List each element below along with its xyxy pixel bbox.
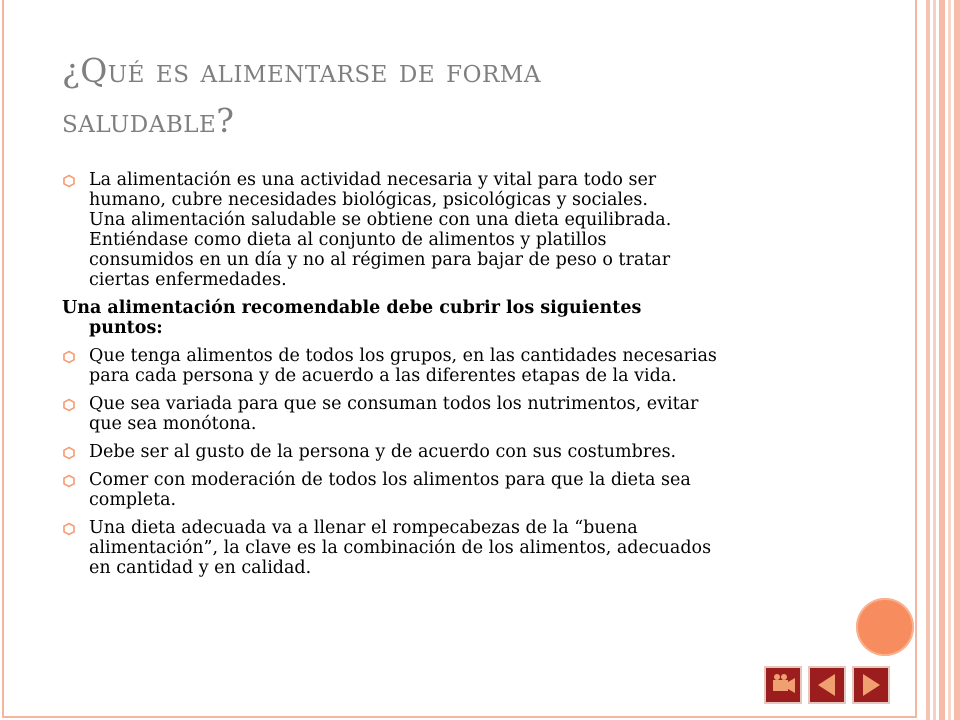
previous-button[interactable]: [808, 666, 846, 704]
movie-button[interactable]: [764, 666, 802, 704]
text-line: completa.: [89, 490, 177, 510]
list-item: [62, 518, 832, 578]
text-line: Entiéndase como dieta al conjunto de alimentos y platillos: [89, 230, 607, 250]
stripe: [939, 0, 945, 720]
list-item: [62, 346, 832, 386]
decorative-circle: [856, 598, 914, 656]
list-item: [62, 394, 832, 434]
list-item: [62, 470, 832, 510]
text-line: Debe ser al gusto de la persona y de acuerdo con sus costumbres.: [89, 442, 677, 462]
title-line-2: saludable?: [62, 101, 235, 140]
text-line: Comer con moderación de todos los alimentos para que la dieta sea: [89, 470, 691, 490]
list-item: [62, 170, 832, 290]
movie-icon: [766, 668, 800, 702]
previous-icon: [810, 668, 844, 702]
text-line: que sea monótona.: [89, 414, 257, 434]
hexagon-outline-icon: [62, 349, 76, 369]
stripe: [948, 0, 951, 720]
right-stripes: [917, 0, 960, 720]
hexagon-outline-icon: [62, 473, 76, 493]
hexagon-outline-icon: [62, 397, 76, 417]
text-line: humano, cubre necesidades biológicas, psicológicas y sociales.: [89, 190, 648, 210]
text-line: Una alimentación saludable se obtiene con una dieta equilibrada.: [89, 210, 672, 230]
text-line: puntos:: [89, 318, 163, 338]
slide-title: [62, 46, 762, 146]
hexagon-outline-icon: [62, 521, 76, 541]
text-line: consumidos en un día y no al régimen para bajar de peso o tratar: [89, 250, 671, 270]
next-icon: [854, 668, 888, 702]
text-line: Que tenga alimentos de todos los grupos, en las cantidades necesarias: [89, 346, 717, 366]
bold-heading: [62, 298, 832, 338]
stripe: [954, 0, 960, 720]
slide-content: [62, 170, 832, 586]
hexagon-outline-icon: [62, 445, 76, 465]
text-line: Que sea variada para que se consuman todos los nutrimentos, evitar: [89, 394, 699, 414]
text-line: ciertas enfermedades.: [89, 270, 287, 290]
text-line: Una dieta adecuada va a llenar el rompecabezas de la “buena: [89, 518, 638, 538]
hexagon-outline-icon: [62, 173, 76, 193]
list-item: [62, 442, 832, 462]
title-line-1: ¿Qué es alimentarse de forma: [62, 51, 541, 90]
text-line: alimentación”, la clave es la combinación de los alimentos, adecuados: [89, 538, 712, 558]
text-line: La alimentación es una actividad necesaria y vital para todo ser: [89, 170, 657, 190]
text-line: Una alimentación recomendable debe cubrir los siguientes: [62, 298, 642, 318]
stripe: [926, 0, 930, 720]
text-line: en cantidad y en calidad.: [89, 558, 312, 578]
stripe: [933, 0, 936, 720]
text-line: para cada persona y de acuerdo a las diferentes etapas de la vida.: [89, 366, 677, 386]
next-button[interactable]: [852, 666, 890, 704]
